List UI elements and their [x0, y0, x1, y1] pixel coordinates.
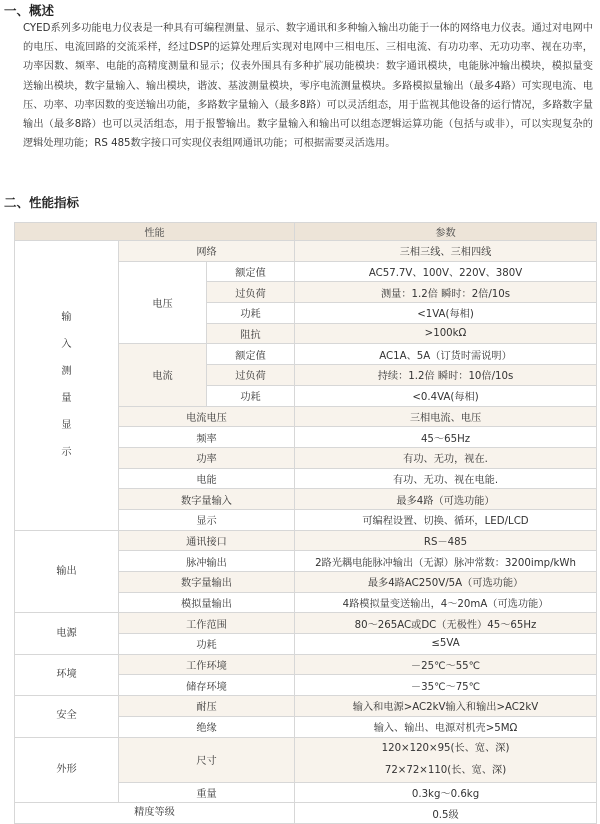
size-value-1: 120×120×95(长、宽、深) — [381, 742, 510, 754]
overview-paragraph: CYED系列多功能电力仪表是一种具有可编程测量、显示、数字通讯和多种输入输出功能于一体的网络电力仪表。通过对电网中的电压、电流回路的交流采样，经过DSP的运算处理后实现对电网中三相电压、三相电流、有功功率、无功功率、视在功率，功率因数、频率、电能的高精度测量和显示；仪表外围具有多种扩展功能模块：数字通讯模块，电能脉冲输出模块，模拟量变送输出模块，数字量输入、输出模块，谐波、基波测量模块，零序电流测量模块。多路模拟量输出（最多4路）可实现电流、电压、功率、功率因数的变送输出功能，多路数字量输入（最多8路）可以灵活组态，用于监视其他设备的运行情况，多路数字量输出（最多8路）也可以灵活组态，用于报警输出。数字量输入和输出可以组态逻辑运算功能（包括与或非），可以实现复杂的逻辑处理功能；RS 485数字接口可实现仪表组网通讯功能；可根据需要灵活选用。 — [23, 23, 593, 150]
category-output: 输出 — [15, 530, 119, 613]
row-label: 数字量输出 — [119, 572, 295, 593]
row-value: 2路光耦电能脉冲输出（无源）脉冲常数：3200imp/kWh — [295, 551, 597, 572]
category-accuracy: 精度等级 — [15, 803, 295, 824]
row-label: 耐压 — [119, 696, 295, 717]
row-value: ≤5VA — [295, 634, 597, 655]
row-label: 模拟量输出 — [119, 592, 295, 613]
table-row — [15, 530, 597, 551]
row-label: 重量 — [119, 782, 295, 803]
row-value: 三相三线、三相四线 — [295, 241, 597, 262]
row-label: 额定值 — [207, 344, 295, 365]
row-label: 功率 — [119, 447, 295, 468]
row-value: 测量：1.2倍 瞬时：2倍/10s — [295, 282, 597, 303]
row-label: 储存环境 — [119, 675, 295, 696]
table-row — [15, 654, 597, 675]
row-value: 45～65Hz — [295, 427, 597, 448]
table-row — [15, 241, 597, 262]
category-input: 输入测量显示 — [15, 241, 119, 531]
row-label: 尺寸 — [119, 737, 295, 782]
row-label: 显示 — [119, 509, 295, 530]
row-value: 有功、无功，视在. — [295, 447, 597, 468]
row-value: 三相电流、电压 — [295, 406, 597, 427]
row-value: 持续：1.2倍 瞬时：10倍/10s — [295, 365, 597, 386]
row-value: 有功、无功、视在电能. — [295, 468, 597, 489]
table-row — [15, 737, 597, 782]
row-label: 过负荷 — [207, 282, 295, 303]
row-value: 80～265AC或DC（无极性）45～65Hz — [295, 613, 597, 634]
table-row — [15, 613, 597, 634]
row-value: 0.3kg～0.6kg — [295, 782, 597, 803]
row-label: 数字量输入 — [119, 489, 295, 510]
row-value: AC1A、5A（订货时需说明） — [295, 344, 597, 365]
row-label: 电流电压 — [119, 406, 295, 427]
category-safety: 安全 — [15, 696, 119, 737]
section-2-title: 二、性能指标 — [4, 195, 80, 210]
table-row — [15, 696, 597, 717]
row-value: <1VA(每相) — [295, 303, 597, 324]
row-value: RS－485 — [295, 530, 597, 551]
row-label: 额定值 — [207, 261, 295, 282]
size-value-2: 72×72×110(长、宽、深) — [384, 764, 507, 776]
subcategory-voltage: 电压 — [119, 261, 207, 344]
category-environment: 环境 — [15, 654, 119, 695]
row-label: 脉冲输出 — [119, 551, 295, 572]
row-label: 频率 — [119, 427, 295, 448]
row-label: 功耗 — [119, 634, 295, 655]
header-parameter: 参数 — [295, 223, 597, 241]
spec-table — [14, 222, 597, 824]
row-label: 功耗 — [207, 303, 295, 324]
row-label: 工作范围 — [119, 613, 295, 634]
header-performance: 性能 — [15, 223, 295, 241]
row-label: 绝缘 — [119, 716, 295, 737]
row-value: 输入、输出、电源对机壳>5MΩ — [295, 716, 597, 737]
row-value: －25℃～55℃ — [295, 654, 597, 675]
row-label: 通讯接口 — [119, 530, 295, 551]
category-shape: 外形 — [15, 737, 119, 803]
row-value: 4路模拟量变送输出，4～20mA（可选功能） — [295, 592, 597, 613]
row-value: >100kΩ — [295, 323, 597, 344]
row-value: 最多4路（可选功能） — [295, 489, 597, 510]
subcategory-current: 电流 — [119, 344, 207, 406]
table-header-row — [15, 223, 597, 241]
row-value: <0.4VA(每相) — [295, 385, 597, 406]
row-value: AC57.7V、100V、220V、380V — [295, 261, 597, 282]
row-value: 0.5级 — [295, 803, 597, 824]
row-label: 电能 — [119, 468, 295, 489]
row-label: 功耗 — [207, 385, 295, 406]
row-value — [295, 737, 597, 782]
row-label: 工作环境 — [119, 654, 295, 675]
category-power-supply: 电源 — [15, 613, 119, 654]
section-1-title: 一、概述 — [4, 3, 55, 18]
row-value: －35℃～75℃ — [295, 675, 597, 696]
row-value: 可编程设置、切换、循环，LED/LCD — [295, 509, 597, 530]
row-label: 阻抗 — [207, 323, 295, 344]
row-label: 过负荷 — [207, 365, 295, 386]
row-value: 输入和电源>AC2kV输入和输出>AC2kV — [295, 696, 597, 717]
table-row — [15, 803, 597, 824]
row-label: 网络 — [119, 241, 295, 262]
row-value: 最多4路AC250V/5A（可选功能） — [295, 572, 597, 593]
